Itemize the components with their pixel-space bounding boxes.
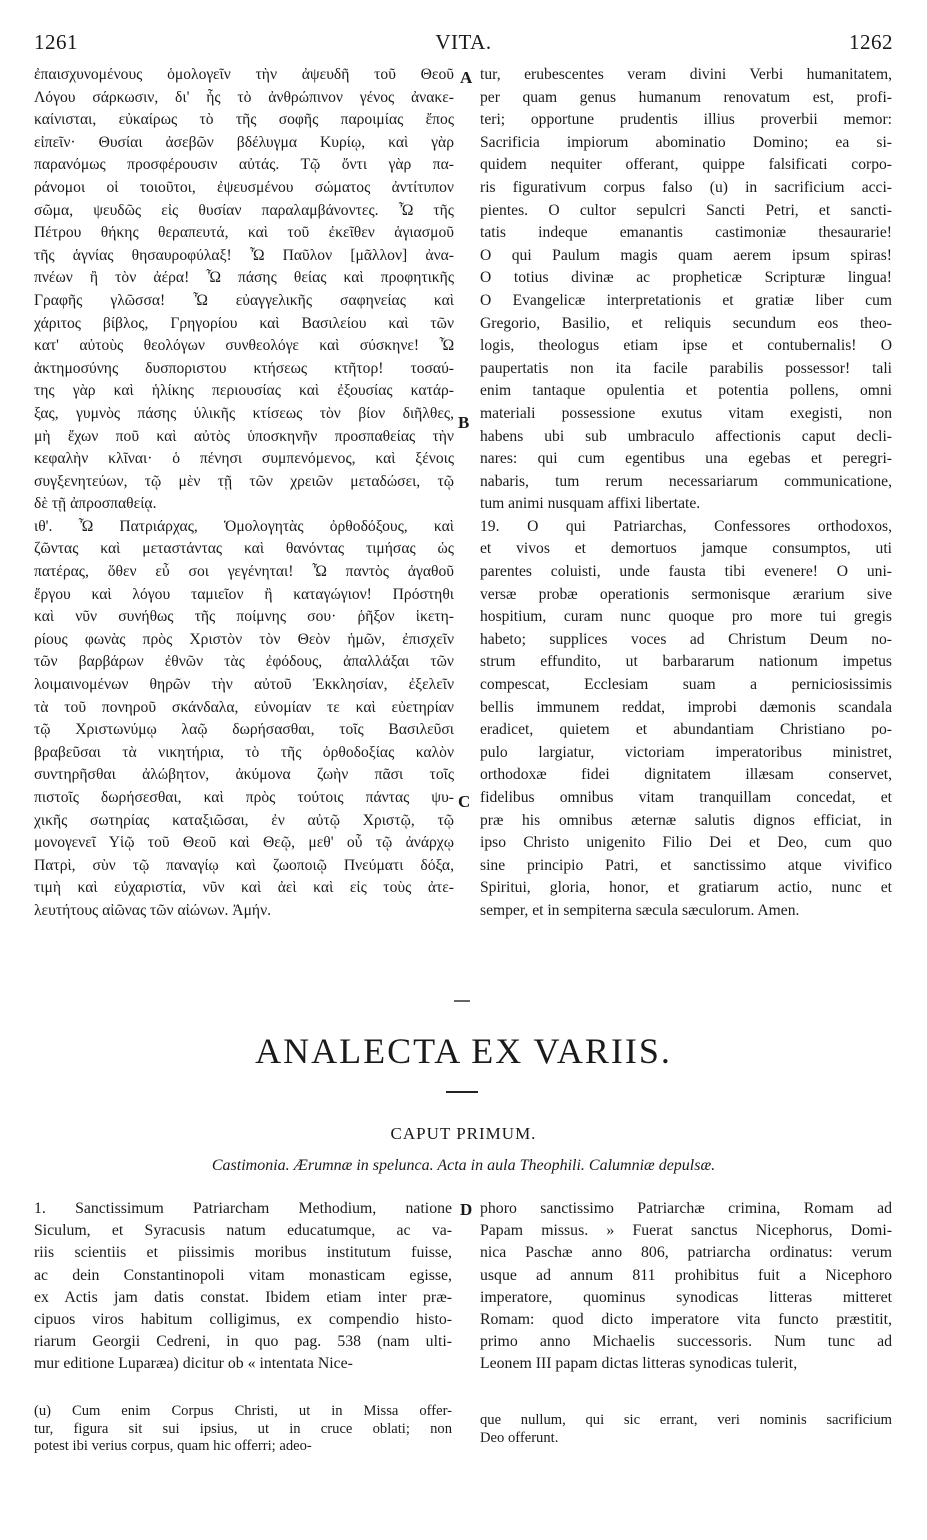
analecta-text-line: riis scientiis et piissimis moribus institutum fuisse, (34, 1244, 452, 1262)
margin-marker-a: A (460, 68, 473, 87)
margin-marker-c: C (458, 792, 471, 811)
latin-text-line: paupertatis non ita facile parabilis possessor! tali (480, 359, 892, 377)
greek-text-line: πατέρας, ὅθεν εὖ σοι γεγένηται! Ὦ παντὸς ἀγαθοῦ (34, 563, 454, 581)
latin-text-line: bellis immunem reddat, improbi dæmonis scandala (480, 698, 892, 716)
greek-text-line: κατ' αὐτοὺς θεολόγων συνθεολόγε καὶ σύσκηνε! Ὦ (34, 337, 454, 355)
greek-text-line: ζῶντας καὶ μεταστάντας καὶ θανόντας τιμήσας ὡς (34, 540, 454, 558)
latin-text-line: logis, theologus etiam ipse et contubernalis! O (480, 337, 892, 355)
analecta-text-line: cipuos viros habitum colligimus, ex compendio histo- (34, 1310, 452, 1328)
greek-text-line: λοιμαινομένων θηρῶν τὴν αὐτοῦ Ἐκκλησίαν, ἐξελεῖν (34, 676, 454, 694)
latin-text-line: 19. O qui Patriarchas, Confessores orthodoxos, (480, 517, 892, 535)
latin-text-line: materiali possessione exutus vitam exegisti, non (480, 404, 892, 422)
greek-text-line: σῶμα, ψευδῶς εἰς θυσίαν παραλαμβάνοντες. Ὦ τῆς (34, 201, 454, 219)
greek-text-line: εἰπεῖν· Θυσίαι ἀσεβῶν βδέλυγμα Κυρίῳ, καὶ γὰρ (34, 133, 454, 151)
analecta-text-line: ex Actis jam datis constat. Ibidem etiam inter præ- (34, 1288, 452, 1306)
latin-text-line: versæ probæ operationis sermonisque ærarium sive (480, 585, 892, 603)
greek-text-line: Πέτρου θήκης θεραπευτά, καὶ τοῦ ἐκεῖθεν ἁγιασμοῦ (34, 224, 454, 242)
analecta-text-line: nica Paschæ anno 806, patriarcha ordinatus: verum (480, 1244, 892, 1262)
greek-text-line: της γὰρ καὶ ἡλίκης περιουσίας καὶ ἐξουσίας κατάρ- (34, 382, 454, 400)
analecta-text-line: ac dein Constantinopoli vitam monasticam egisse, (34, 1266, 452, 1284)
latin-text-line: pulo largiatur, victoriam imperatoribus ministret, (480, 743, 892, 761)
analecta-text-line: riarum Georgii Cedreni, in quo pag. 538 (nam ulti- (34, 1333, 452, 1351)
latin-text-line: nares: qui cum egentibus una egebas et peregri- (480, 450, 892, 468)
greek-text-line: καίνισται, εὐκαίρως τὸ τῆς σοφῆς παροιμίας ἔπος (34, 111, 454, 129)
analecta-text-line: Romam: quod dicto imperatore vita functo præstitit, (480, 1310, 892, 1328)
greek-text-line: λευτήτους αἰῶνας τῶν αἰώνων. Ἀμήν. (34, 901, 272, 919)
latin-text-line: tur, erubescentes veram divini Verbi humanitatem, (480, 66, 892, 83)
analecta-right-column (480, 1198, 892, 1376)
greek-text-line: μονογενεῖ Υἱῷ τοῦ Θεοῦ καὶ Θεῷ, μεθ' οὗ τῷ ἀνάρχῳ (34, 834, 454, 852)
analecta-text-line: usque ad annum 811 prohibitus fuit a Nicephoro (480, 1266, 892, 1284)
latin-text-line: Spiritui, gloria, honor, et gratiarum actio, nunc et (480, 879, 892, 897)
greek-column (34, 64, 454, 923)
greek-text-line: ιθ'. Ὦ Πατριάρχας, Ὁμολογητὰς ὀρθοδόξους, καὶ (34, 517, 454, 535)
analecta-text-line: Leonem III papam dictas litteras synodicas tulerit, (480, 1355, 798, 1373)
latin-text-line: compescat, Ecclesiam suam a perniciosissimis (480, 676, 892, 694)
greek-text-line: κεφαλὴν κλῖναι· ὁ πένησι συμπενόμενος, καὶ ξένοις (34, 450, 454, 468)
latin-text-line: tum animi nusquam affixi libertate. (480, 495, 701, 513)
greek-text-line: τῷ Χριστωνύμῳ λαῷ δωρήσασθαι, τοῖς Βασιλεῦσι (34, 721, 454, 739)
greek-text-line: συγξενητεύων, τῷ μὲν τῇ τῶν χρειῶν μεταδώσει, τῷ (34, 472, 454, 490)
footnote-left (34, 1403, 452, 1456)
analecta-left-column (34, 1198, 452, 1376)
chapter-summary: Castimonia. Ærumnæ in spelunca. Acta in aula Theophili. Calumniæ depulsæ. (211, 1157, 716, 1174)
section-separator (454, 1000, 470, 1002)
footnote-line: tur, figura sit sui ipsius, ut in cruce oblati; non (34, 1420, 452, 1437)
greek-text-line: μὴ ἔχων ποῦ καὶ αὐτὸς ὑποσκηνῆν προσπαθείας τὴν (34, 427, 454, 445)
latin-text-line: hospitium, curam nunc quoque pro more tui gregis (480, 608, 892, 626)
analecta-text-line: Papam missus. » Fuerat sanctus Nicephorus, Domi- (480, 1222, 892, 1240)
footnote-line: potest ibi verius corpus, quam hic offerri; adeo- (34, 1438, 312, 1454)
greek-text-line: δὲ τῇ ἀπροσπαθείᾳ. (34, 495, 157, 513)
greek-text-line: Λόγου σάρκωσιν, δι' ἧς τὸ ἀνθρώπινον γένος ἀνακε- (34, 88, 454, 106)
greek-text-line: ἔργου καὶ λόγου ταμιεῖον ἢ καταγώγιον! Πρόστηθι (34, 585, 454, 603)
greek-text-line: πνέων ἢ τὸν ἀέρα! Ὦ πάσης θείας καὶ προφητικῆς (34, 269, 454, 287)
greek-text-line: καὶ νῦν συνήθως τῆς ποίμνης σου· ῥῆξον ἱκετη- (34, 608, 454, 626)
latin-text-line: præ his omnibus æternæ salutis dignos efficiat, in (480, 811, 892, 829)
analecta-text-line: primo anno Michaelis successoris. Num tunc ad (480, 1333, 892, 1351)
greek-text-line: χάριτος βίβλος, Γρηγορίου καὶ Βασιλείου καὶ τῶν (34, 314, 454, 332)
latin-text-line: semper, et in sempiterna sæcula sæculorum. Amen. (480, 901, 800, 919)
footnote-right (480, 1412, 892, 1447)
latin-text-line: nabaris, tum rerum necessariarum communicatione, (480, 472, 892, 490)
section-title: ANALECTA EX VARIIS. (255, 1031, 672, 1071)
greek-text-line: τῶν βαρβάρων ἐθνῶν τὰς ἐφόδους, ἀπαλλάξαι τῶν (34, 653, 454, 671)
greek-text-line: τιμὴ καὶ εὐχαριστία, νῦν καὶ ἀεὶ καὶ εἰς τοὺς ἀτε- (34, 879, 454, 897)
latin-text-line: ris figurativum corpus falso (u) in sacrificium acci- (480, 178, 892, 196)
latin-text-line: sine principio Patri, et sanctissimo atque vivifico (480, 856, 892, 874)
latin-text-line: O Evangelicæ interpretationis et gratiæ liber cum (480, 291, 892, 309)
analecta-text-line: imperatore, quominus synodicas litteras mitteret (480, 1288, 892, 1306)
latin-text-line: strum effundito, ut barbararum nationum impetus (480, 653, 892, 671)
analecta-text-line: phoro sanctissimo Patriarchæ crimina, Romam ad (480, 1200, 892, 1217)
greek-text-line: τῆς ἁγνίας θησαυροφύλαξ! Ὦ Παῦλον [μᾶλλον] ἀνα- (34, 246, 454, 264)
greek-text-line: συντηρῆσθαι ἀλώβητον, ἀκύμονα ζωὴν πᾶσι τοῖς (34, 766, 454, 784)
greek-text-line: ἐπαισχυνομένους ὁμολογεῖν τὴν ἀψευδῆ τοῦ Θεοῦ (34, 66, 454, 83)
footnote-line: (u) Cum enim Corpus Christi, ut in Missa offer- (34, 1403, 452, 1419)
latin-text-line: Sacrificia impiorum abominatio Domino; ea si- (480, 133, 892, 151)
greek-text-line: τὰ τοῦ πονηροῦ σκάνδαλα, εὐνομίαν τε καὶ εὐετηρίαν (34, 698, 454, 716)
latin-text-line: pientes. O cultor sepulcri Sancti Petri, et sancti- (480, 201, 892, 219)
latin-text-line: habens ubi sub umbraculo affectionis caput decli- (480, 427, 892, 445)
greek-text-line: Γραφῆς γλῶσσα! Ὦ εὐαγγελικῆς σαφηνείας καὶ (34, 291, 454, 309)
footnote-line: Deo offerunt. (480, 1429, 559, 1446)
analecta-text-line: 1. Sanctissimum Patriarcham Methodium, natione (34, 1200, 452, 1217)
latin-text-line: per quam genus humanum renovatum est, profi- (480, 88, 892, 106)
latin-text-line: orthodoxæ fidei dignitatem illæsam conservet, (480, 766, 892, 784)
latin-text-line: tatis indeque emanantis castimoniæ thesaurarie! (480, 224, 892, 242)
latin-text-line: O totius divinæ ac propheticæ Scripturæ lingua! (480, 269, 892, 287)
chapter-heading: CAPUT PRIMUM. (390, 1124, 537, 1143)
latin-text-line: Gregorio, Basilio, et reliquis secundum eos theo- (480, 314, 892, 332)
latin-text-line: enim tantaque opulentia et potentia pollens, omni (480, 382, 892, 400)
title-rule (446, 1091, 478, 1093)
analecta-text-line: Siculum, et Syracusis natum educatumque, ac va- (34, 1222, 452, 1240)
greek-text-line: ρίους φωνὰς πρὸς Χριστὸν τὸν Θεὸν ἡμῶν, ἐπισχεῖν (34, 630, 454, 648)
latin-text-line: et vivos et demortuos jamque consumptos, uti (480, 540, 892, 558)
margin-marker-b: B (458, 413, 470, 432)
greek-text-line: χικῆς σωτηρίας καταξιῶσαι, ἐν αὐτῷ Χριστῷ, τῷ (34, 811, 454, 829)
greek-text-line: ἀκτημοσύνης δυσποριστου κτήσεως κτῆτορ! τοσαύ- (34, 359, 454, 377)
running-head-title: VITA. (435, 30, 492, 54)
greek-text-line: Πατρὶ, σὺν τῷ παναγίῳ καὶ ζωοποιῷ Πνεύματι δόξα, (34, 856, 454, 874)
latin-text-line: habeto; supplices voces ad Christum Deum no- (480, 630, 892, 648)
latin-text-line: ipso Christo unigenito Filio Dei et Deo, cum quo (480, 834, 892, 852)
latin-column (480, 64, 892, 923)
latin-text-line: O qui Paulum magis quam aerem ipsum spiras! (480, 246, 892, 264)
greek-text-line: ξας, γυμνὸς πάσης ὑλικῆς κτίσεως τὸν βίον διῆλθες, (34, 404, 454, 422)
page-number-right: 1262 (849, 30, 893, 54)
footnote-line: que nullum, qui sic errant, veri nominis sacrificium (480, 1412, 892, 1428)
latin-text-line: parentes coluisti, unde fausta tibi evenere! O uni- (480, 563, 892, 581)
greek-text-line: παρανόμως προσφέρουσιν αὐτάς. Τῷ ὄντι γὰρ πα- (34, 156, 454, 174)
analecta-text-line: mur editione Luparæa) dicitur ob « intentata Nice- (34, 1355, 353, 1373)
latin-text-line: teri; opportune prudentis illius proverbii memor: (480, 111, 892, 129)
greek-text-line: βραβεῦσαι τὰ νικητήρια, τὸ τῆς ὀρθοδοξίας καλὸν (34, 743, 454, 761)
latin-text-line: fidelibus omnibus vitam tranquillam concedat, et (480, 789, 892, 806)
latin-text-line: quidem nequiter offerant, quippe falsificati corpo- (480, 156, 892, 174)
page-number-left: 1261 (34, 30, 78, 54)
greek-text-line: ράνομοι οἱ τοιοῦτοι, ἐψευσμένου σώματος ἀντίτυπον (34, 178, 454, 196)
latin-text-line: eradicet, quietem et abundantiam Christiano po- (480, 721, 892, 739)
greek-text-line: πιστοῖς δωρήσεσθαι, καὶ πρὸς τούτοις πάντας ψυ- (34, 789, 454, 806)
margin-marker-d: D (460, 1200, 473, 1219)
